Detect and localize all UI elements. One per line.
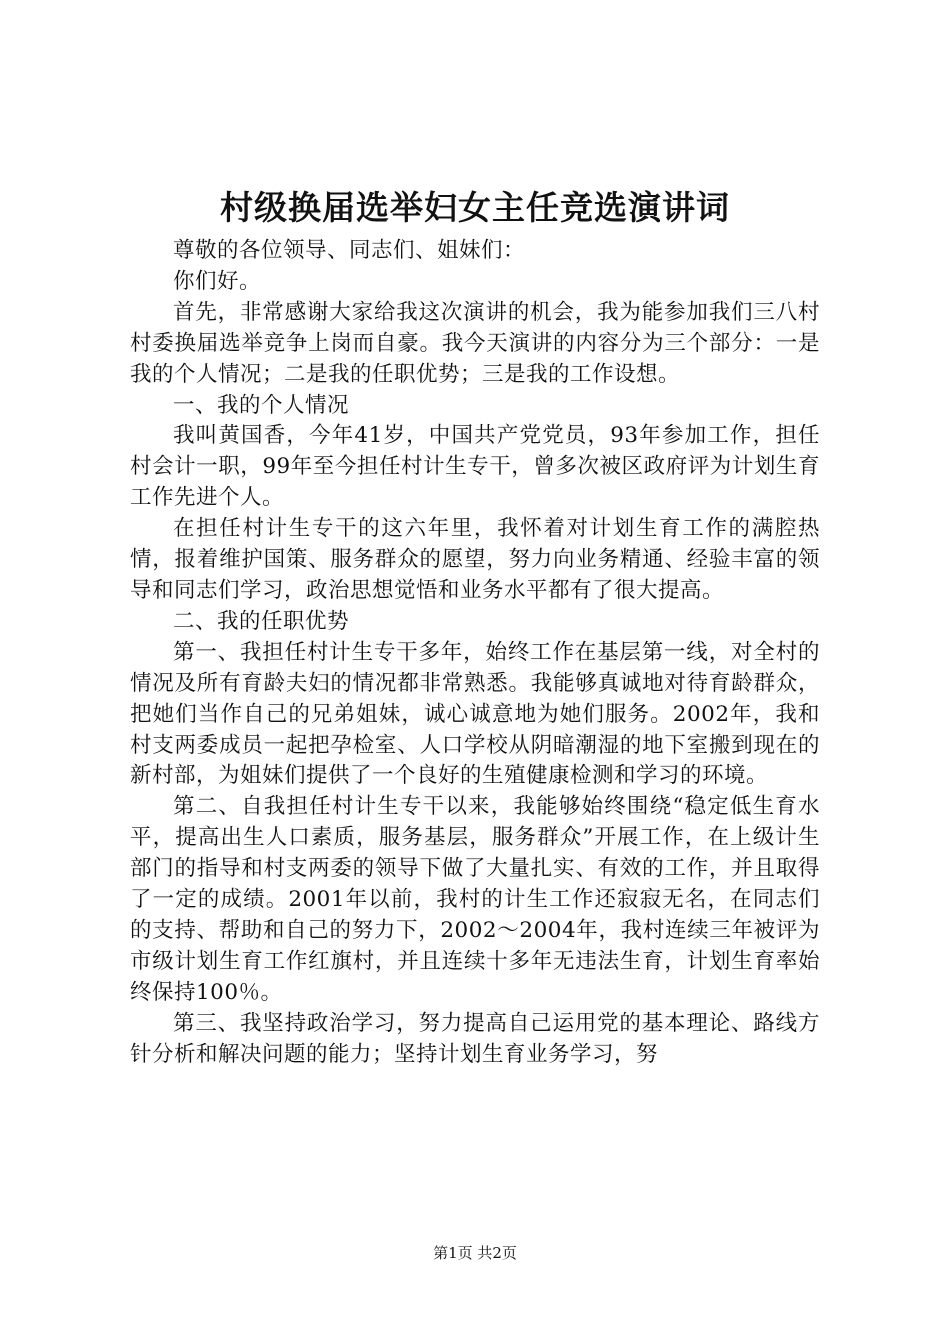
document-title: 村级换届选举妇女主任竞选演讲词 [220, 188, 730, 227]
experience-paragraph: 在担任村计生专干的这六年里，我怀着对计划生育工作的满腔热情，报着维护国策、服务群众的愿望，努力向业务精通、经验丰富的领导和同志们学习，政治思想觉悟和业务水平都有了很大提高。 [130, 516, 820, 603]
advantage-second-paragraph: 第二、自我担任村计生专干以来，我能够始终围绕“稳定低生育水平，提高出生人口素质，服务基层，服务群众”开展工作，在上级计生部门的指导和村支两委的领导下做了大量扎实、有效的工作，并且取得了一定的成绩。2001年以前，我村的计生工作还寂寂无名，在同志们的支持、帮助和自己的努力下，2002～2004年，我村连续三年被评为市级计划生育工作红旗村，并且连续十多年无违法生育，计划生育率始终保持100％。 [130, 794, 820, 1005]
document-body [130, 236, 820, 1070]
section-heading-advantages: 二、我的任职优势 [173, 608, 350, 634]
advantage-third-paragraph: 第三、我坚持政治学习，努力提高自己运用党的基本理论、路线方针分析和解决问题的能力；坚持计划生育业务学习，努 [130, 1010, 820, 1067]
greeting-paragraph: 你们好。 [173, 268, 262, 294]
intro-paragraph: 首先，非常感谢大家给我这次演讲的机会，我为能参加我们三八村村委换届选举竞争上岗而自豪。我今天演讲的内容分为三个部分：一是我的个人情况；二是我的任职优势；三是我的工作设想。 [130, 299, 820, 387]
personal-info-paragraph: 我叫黄国香，今年41岁，中国共产党党员，93年参加工作，担任村会计一职，99年至今担任村计生专干，曾多次被区政府评为计划生育工作先进个人。 [130, 423, 820, 511]
page-number-footer: 第1页 共2页 [433, 1244, 517, 1262]
advantage-first-paragraph: 第一、我担任村计生专干多年，始终工作在基层第一线，对全村的情况及所有育龄夫妇的情况都非常熟悉。我能够真诚地对待育龄群众，把她们当作自己的兄弟姐妹，诚心诚意地为她们服务。2002年，我和村支两委成员一起把孕检室、人口学校从阴暗潮湿的地下室搬到现在的新村部，为姐妹们提供了一个良好的生殖健康检测和学习的环境。 [130, 639, 820, 789]
section-heading-personal: 一、我的个人情况 [173, 392, 350, 418]
salutation-paragraph: 尊敬的各位领导、同志们、姐妹们： [173, 238, 526, 263]
